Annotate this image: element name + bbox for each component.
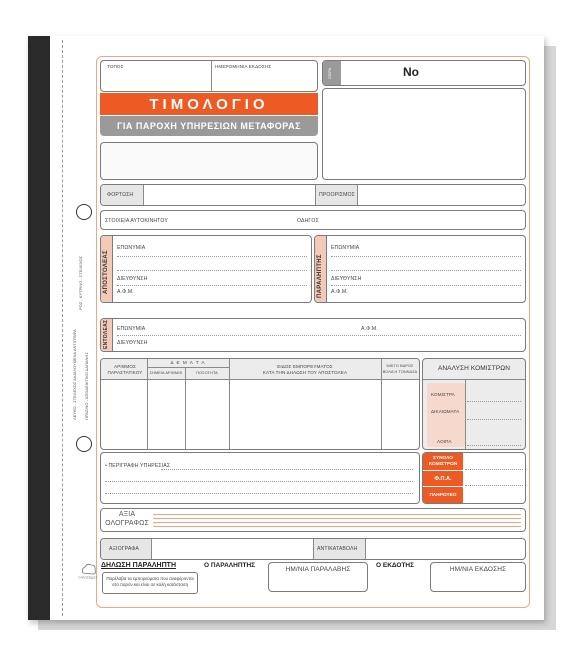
series-label: ΣΕΙΡΑ [327,67,332,79]
principal-afm-label: Α.Φ.Μ. [361,326,378,332]
amount-words-label-2: ΟΛΟΓΡΑΦΩΣ [105,520,149,527]
issue-date-label: ΗΜΕΡΟΜΗΝΙΑ ΕΚΔΟΣΗΣ [215,64,272,69]
total-freight-label-1: ΣΥΝΟΛΟ [433,456,453,462]
logo-text: TYPOTRUST [78,576,98,580]
col-weight-2: ΒΟΛΑ Η ΤΟΝΝΑΖΑ [382,370,418,374]
receiver-tab: ΠΑΡΑΛΗΠΤΗΣ [317,254,323,298]
issuer-details-box[interactable] [322,88,526,180]
perforation-line [62,40,63,616]
series-tab [323,61,341,85]
sender-afm-label: Α.Φ.Μ. [117,289,134,295]
col-quantity: ΠΟΣΟΤΗΤΑ [196,371,218,375]
claims-box[interactable] [100,538,526,560]
receiver-address-label: ΔΙΕΥΘΥΝΣΗ [331,276,362,282]
freight-analysis-title: ΑΝΑΛΥΣΗ ΚΟΜΙΣΤΡΩΝ [437,365,511,372]
issue-date-footer-label: ΗΜ/ΝΙΑ ΕΚΔΟΣΗΣ [449,566,507,573]
freight-label: ΚΟΜΙΣΤΡΑ [431,392,455,397]
margin-note-1: ΛΕΥΚΟ - ΣΤΕΛΕΧΟΣ ΑΚΑΙΛΟΥΜΕΝΑ ΑΝΤΙΓΡΑΦΑ [72,329,77,420]
sender-address-label: ΔΙΕΥΘΥΝΣΗ [117,276,148,282]
freight-analysis-box [422,358,526,450]
declaration-text-box [102,572,198,594]
receiver-name-label: ΕΠΩΝΥΜΙΑ [331,245,360,251]
document-subtitle: ΓΙΑ ΠΑΡΟΧΗ ΥΠΗΡΕΣΙΩΝ ΜΕΤΑΦΟΡΑΣ [100,116,318,136]
col-marks: ΣΗΜΕΙΑ ΑΡΙΘΜΟΙ [149,371,183,375]
receiver-box[interactable] [314,235,526,303]
col-parcels-header: Δ Ε Μ Α Τ Α [170,360,206,365]
col-goods-2: ΚΑΤΑ ΤΗΝ ΔΗΛΩΣΗ ΤΟΥ ΑΠΟΣΤΟΛΕΑ [262,370,348,375]
receipt-date-label: ΗΜ/ΝΙΑ ΠΑΡΑΛΑΒΗΣ [285,566,351,573]
receiver-afm-label: Α.Φ.Μ. [331,289,348,295]
declaration-line-1: Παρέλαβα τα εμπορεύματα που αναφέρονται [106,576,194,581]
vehicle-box[interactable] [100,210,526,230]
place-label: ΤΟΠΟΣ [107,64,124,69]
claims-label: ΑΞΙΟΓΡΑΦΑ [109,546,139,552]
customer-box[interactable] [100,142,318,180]
driver-label: ΟΔΗΓΟΣ [297,218,319,224]
receiver-signature-label: Ο ΠΑΡΑΛΗΠΤΗΣ [204,562,256,569]
sender-tab: ΑΠΟΣΤΟΛΕΑΣ [103,250,109,294]
issue-date-box[interactable] [430,562,526,592]
principal-tab: ΕΝΤΟΛΕΑΣ [103,319,109,349]
principal-name-label: ΕΠΩΝΥΜΙΑ [117,326,146,332]
col-goods-1: ΕΙΔΟΣ ΕΜΠΟΡΕΥΜΑΤΟΣ [277,364,333,369]
service-description-label: • ΠΕΡΙΓΡΑΦΗ ΥΠΗΡΕΣΙΑΣ [105,463,171,469]
punch-hole-top [76,204,92,220]
sender-box[interactable] [100,235,312,303]
col-document-number-1: ΑΡΙΘΜΟΣ [114,364,136,369]
loading-label: ΦΟΡΤΩΣΗ [107,192,134,198]
margin-note-2: ΡΟΖ - ΚΥΤΡΙΝΟ - ΣΤΕΛΕΧΟΣ [78,255,83,310]
other-label: ΛΟΙΠΑ [437,439,452,444]
cash-on-delivery-label: ΑΝΤΙΚΑΤΑΒΟΛΗ [317,546,358,552]
goods-table[interactable] [100,358,420,450]
col-weight-1: ΜΙΚΤΟ ΒΑΡΟΣ [386,364,414,368]
vehicle-label: ΣΤΟΙΧΕΙΑ ΑΥΤΟΚΙΝΗΤΟΥ [105,218,168,224]
col-document-number-2: ΠΑΡΑΣΤΑΤΙΚΟΥ [107,370,143,375]
declaration-title: ΔΗΛΩΣΗ ΠΑΡΑΛΗΠΤΗ [101,562,176,569]
service-description-box[interactable] [100,452,420,504]
typotrust-logo [80,563,98,581]
invoice-number-label: No [403,65,419,79]
sender-name-label: ΕΠΩΝΥΜΙΑ [117,245,146,251]
place-date-box[interactable] [100,60,318,92]
margin-note-3: ΠΡΑΣΙΝΟ - ΑΠΟΔΕΙΚΤΙΚΟ ΔΑΠΑΝΗΣ [84,352,89,420]
destination-label: ΠΡΟΟΡΙΣΜΟΣ [319,192,355,198]
document-title: ΤΙΜΟΛΟΓΙΟ [100,93,318,115]
fees-label: ΔΙΚΑΙΩΜΑΤΑ [431,409,460,414]
amount-in-words-box[interactable] [100,508,526,532]
total-freight-label-2: ΚΟΜΙΣΤΡΩΝ [428,461,458,467]
principal-box[interactable] [100,318,526,352]
logo-icon [80,563,98,577]
issuer-signature-label: Ο ΕΚΔΟΤΗΣ [376,562,415,569]
number-box [322,60,526,86]
receipt-date-box[interactable] [268,562,368,592]
vat-label: Φ.Π.Α. [423,471,463,486]
binding-spine [28,36,50,620]
total-freight-cell [423,453,463,470]
payable-label: ΠΛΗΡΩΤΕΟ [423,487,463,504]
punch-hole-bottom [76,436,92,452]
route-box[interactable] [100,184,526,206]
amount-words-label-1: ΑΞΙΑ [118,511,136,518]
totals-box[interactable] [422,452,526,504]
principal-address-label: ΔΙΕΥΘΥΝΣΗ [117,340,148,346]
declaration-line-2: στο παρόν και είναι σε καλή κατάσταση [111,582,189,588]
